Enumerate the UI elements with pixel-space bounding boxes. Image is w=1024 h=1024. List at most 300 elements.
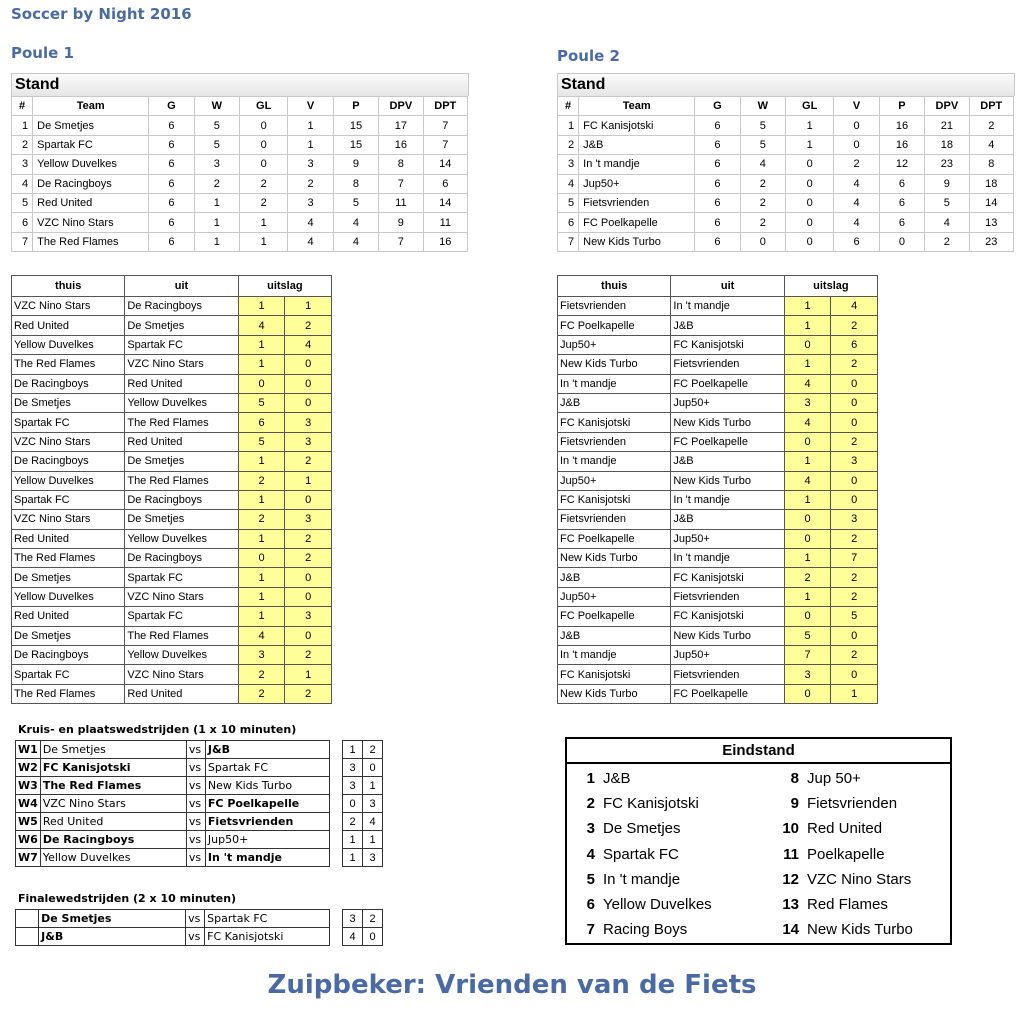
home-score: 0 (784, 510, 831, 529)
table-row (12, 665, 332, 684)
table-row (558, 452, 878, 471)
match-code: W1 (16, 741, 41, 759)
table-row (16, 795, 330, 813)
away-score: 2 (831, 355, 878, 374)
away-team: Red United (125, 374, 238, 393)
table-cell: 7 (12, 232, 33, 251)
home-team: Yellow Duvelkes (40, 849, 186, 867)
home-team: Yellow Duvelkes (12, 587, 125, 606)
ranking-item (577, 791, 712, 816)
table-cell: 16 (879, 135, 924, 154)
table-cell: 4 (834, 213, 879, 232)
table-row (558, 213, 1014, 232)
team-name: The Red Flames (33, 232, 149, 251)
table-cell: 4 (834, 174, 879, 193)
home-team: FC Kanisjotski (558, 665, 671, 684)
away-team: Yellow Duvelkes (125, 646, 238, 665)
away-team: De Smetjes (125, 510, 238, 529)
team-name: Fietsvrienden (579, 193, 695, 212)
column-header: uitslag (238, 276, 331, 297)
kruis-score-table (342, 740, 383, 867)
table-row (12, 116, 468, 135)
away-score: 0 (831, 374, 878, 393)
table-cell: 6 (695, 174, 740, 193)
score-row (343, 831, 383, 849)
away-score: 2 (285, 529, 332, 548)
table-cell: 16 (879, 116, 924, 135)
home-team: Red United (12, 529, 125, 548)
home-team: In 't mandje (558, 374, 671, 393)
away-team: In 't mandje (671, 549, 784, 568)
home-score: 3 (784, 665, 831, 684)
away-score: 0 (285, 393, 332, 412)
table-cell: 5 (558, 193, 579, 212)
table-cell: 4 (834, 193, 879, 212)
ranking-item (773, 892, 913, 917)
table-row (558, 568, 878, 587)
rank-number: 3 (586, 820, 595, 838)
home-team: De Smetjes (12, 626, 125, 645)
score-row (343, 777, 383, 795)
table-row (16, 777, 330, 795)
table-cell: 1 (194, 193, 239, 212)
table-cell: 1 (785, 116, 833, 135)
home-score: 7 (784, 646, 831, 665)
table-row (558, 665, 878, 684)
home-score: 1 (784, 452, 831, 471)
ranking-item (577, 766, 712, 791)
away-team: New Kids Turbo (671, 626, 784, 645)
table-cell: 5 (12, 193, 33, 212)
away-team: FC Poelkapelle (671, 684, 784, 703)
away-team: J&B (205, 741, 329, 759)
table-cell: 23 (969, 232, 1013, 251)
table-cell: 2 (239, 193, 287, 212)
table-row (558, 135, 1014, 154)
column-header: uit (671, 276, 784, 297)
standings-table (11, 96, 468, 252)
table-cell: 2 (288, 174, 333, 193)
team-name: De Smetjes (603, 820, 681, 838)
table-cell: 6 (149, 213, 194, 232)
column-header: Team (33, 97, 149, 116)
column-header: # (12, 97, 33, 116)
table-cell: 5 (194, 116, 239, 135)
table-cell: 6 (149, 193, 194, 212)
table-cell: 15 (333, 116, 378, 135)
eindstand-title: Eindstand (567, 739, 950, 764)
away-team: De Racingboys (125, 490, 238, 509)
ranking-item (577, 892, 712, 917)
away-score: 1 (831, 684, 878, 703)
table-cell: 6 (149, 232, 194, 251)
away-score: 0 (363, 928, 383, 946)
table-cell: 2 (12, 135, 33, 154)
away-team: J&B (671, 452, 784, 471)
home-team: Spartak FC (12, 490, 125, 509)
team-name: Spartak FC (603, 845, 679, 863)
home-score: 6 (238, 413, 285, 432)
table-row (558, 432, 878, 451)
home-score: 2 (238, 510, 285, 529)
home-team: Jup50+ (558, 587, 671, 606)
table-row (12, 335, 332, 354)
table-cell: 3 (12, 155, 33, 174)
table-cell: 4 (333, 213, 378, 232)
column-header: DPV (379, 97, 423, 116)
table-row (16, 759, 330, 777)
column-header: P (879, 97, 924, 116)
home-team: Fietsvrienden (558, 297, 671, 316)
home-score: 1 (238, 490, 285, 509)
home-team: The Red Flames (12, 355, 125, 374)
table-row (12, 510, 332, 529)
away-team: New Kids Turbo (671, 471, 784, 490)
table-row (12, 213, 468, 232)
home-team: De Smetjes (12, 393, 125, 412)
away-score: 0 (831, 626, 878, 645)
away-team: New Kids Turbo (671, 413, 784, 432)
ranking-item (773, 842, 913, 867)
home-team: De Smetjes (40, 741, 186, 759)
home-score: 1 (784, 316, 831, 335)
home-score: 2 (238, 471, 285, 490)
table-cell: 11 (379, 193, 423, 212)
away-score: 3 (363, 795, 383, 813)
away-score: 1 (285, 665, 332, 684)
ranking-item (577, 917, 712, 942)
table-cell: 5 (194, 135, 239, 154)
table-cell: 1 (288, 116, 333, 135)
table-cell: 23 (925, 155, 969, 174)
table-cell: 6 (695, 193, 740, 212)
table-row (12, 529, 332, 548)
away-team: Jup50+ (205, 831, 329, 849)
away-team: J&B (671, 316, 784, 335)
home-score: 0 (784, 684, 831, 703)
table-cell: 0 (785, 193, 833, 212)
table-row (558, 684, 878, 703)
table-cell: 7 (423, 135, 467, 154)
away-score: 0 (831, 490, 878, 509)
table-row (12, 684, 332, 703)
away-score: 3 (285, 413, 332, 432)
score-row (343, 928, 383, 946)
poule-1-standings (11, 73, 469, 252)
table-cell: 0 (785, 232, 833, 251)
match-code: W3 (16, 777, 41, 795)
table-cell: 8 (333, 174, 378, 193)
home-score: 0 (784, 607, 831, 626)
home-score: 0 (784, 432, 831, 451)
finale-matches (15, 909, 330, 946)
team-name: J&B (579, 135, 695, 154)
home-team: De Racingboys (12, 646, 125, 665)
home-team: Fietsvrienden (558, 510, 671, 529)
table-cell: 5 (740, 135, 785, 154)
matches-table (557, 275, 878, 704)
away-team: De Smetjes (125, 452, 238, 471)
table-row (16, 831, 330, 849)
home-team: Yellow Duvelkes (12, 335, 125, 354)
away-team: FC Kanisjotski (671, 568, 784, 587)
table-cell: 0 (834, 135, 879, 154)
away-team: Spartak FC (205, 910, 330, 928)
team-name: Red United (807, 820, 883, 838)
home-score: 5 (238, 432, 285, 451)
home-score: 1 (784, 549, 831, 568)
team-name: Jup50+ (579, 174, 695, 193)
home-score: 0 (238, 374, 285, 393)
home-score: 1 (238, 529, 285, 548)
home-score: 3 (784, 393, 831, 412)
home-score: 1 (784, 355, 831, 374)
ranking-item (773, 917, 913, 942)
away-score: 2 (831, 432, 878, 451)
table-cell: 2 (558, 135, 579, 154)
away-score: 0 (285, 355, 332, 374)
table-row (12, 316, 332, 335)
home-team: De Racingboys (40, 831, 186, 849)
score-row (343, 849, 383, 867)
team-name: Fietsvrienden (807, 795, 898, 813)
team-name: Yellow Duvelkes (33, 155, 149, 174)
table-cell: 8 (969, 155, 1013, 174)
table-cell: 3 (194, 155, 239, 174)
away-team: De Racingboys (125, 549, 238, 568)
home-team: Red United (12, 316, 125, 335)
away-team: In 't mandje (671, 490, 784, 509)
table-row (12, 355, 332, 374)
vs-label: vs (186, 849, 205, 867)
table-cell: 3 (558, 155, 579, 174)
away-team: J&B (671, 510, 784, 529)
away-score: 5 (831, 607, 878, 626)
away-score: 0 (831, 413, 878, 432)
match-code: W6 (16, 831, 41, 849)
table-row (12, 155, 468, 174)
home-team: VZC Nino Stars (12, 432, 125, 451)
table-cell: 2 (740, 213, 785, 232)
home-score: 2 (238, 684, 285, 703)
table-row (558, 646, 878, 665)
away-score: 2 (831, 568, 878, 587)
home-team: De Smetjes (12, 568, 125, 587)
rank-number: 12 (782, 870, 799, 888)
finale-table (15, 909, 330, 946)
table-cell: 1 (558, 116, 579, 135)
team-name: FC Kanisjotski (579, 116, 695, 135)
rank-number: 10 (782, 820, 799, 838)
stand-title: Stand (11, 73, 469, 96)
vs-label: vs (186, 741, 205, 759)
column-header: DPT (423, 97, 467, 116)
away-team: De Smetjes (125, 316, 238, 335)
table-row (558, 193, 1014, 212)
table-cell: 9 (925, 174, 969, 193)
column-header: thuis (558, 276, 671, 297)
away-team: FC Kanisjotski (671, 335, 784, 354)
away-score: 3 (285, 510, 332, 529)
team-name: Red United (33, 193, 149, 212)
table-row (12, 568, 332, 587)
home-score: 2 (343, 813, 363, 831)
table-row (558, 626, 878, 645)
table-cell: 2 (194, 174, 239, 193)
table-cell: 4 (925, 213, 969, 232)
table-cell: 6 (695, 135, 740, 154)
poule-1-title: Poule 1 (11, 44, 74, 62)
home-score: 1 (238, 335, 285, 354)
away-team: Red United (125, 432, 238, 451)
table-cell: 6 (695, 155, 740, 174)
home-team: In 't mandje (558, 452, 671, 471)
table-row (16, 910, 330, 928)
table-cell: 0 (740, 232, 785, 251)
column-header: V (288, 97, 333, 116)
home-team: De Smetjes (39, 910, 186, 928)
table-row (558, 374, 878, 393)
away-score: 2 (285, 684, 332, 703)
home-score: 4 (238, 626, 285, 645)
away-score: 0 (285, 374, 332, 393)
away-team: In 't mandje (205, 849, 329, 867)
ranking-item (773, 791, 913, 816)
table-row (12, 490, 332, 509)
score-row (343, 813, 383, 831)
column-header: # (558, 97, 579, 116)
table-row (558, 587, 878, 606)
table-cell: 0 (239, 116, 287, 135)
home-team: The Red Flames (12, 549, 125, 568)
away-score: 3 (831, 510, 878, 529)
home-team: J&B (39, 928, 186, 946)
home-score: 0 (343, 795, 363, 813)
home-team: The Red Flames (40, 777, 186, 795)
table-cell: 4 (740, 155, 785, 174)
table-cell: 3 (288, 155, 333, 174)
away-score: 3 (363, 849, 383, 867)
table-cell: 6 (879, 213, 924, 232)
vs-label: vs (186, 795, 205, 813)
table-row (12, 393, 332, 412)
table-cell: 1 (194, 232, 239, 251)
team-name: FC Kanisjotski (603, 795, 699, 813)
home-team: VZC Nino Stars (12, 297, 125, 316)
table-row (12, 374, 332, 393)
column-header: W (740, 97, 785, 116)
team-name: Poelkapelle (807, 845, 885, 863)
home-team: FC Poelkapelle (558, 529, 671, 548)
table-cell: 7 (423, 116, 467, 135)
poule-2-matches (557, 275, 878, 704)
home-team: The Red Flames (12, 684, 125, 703)
home-score: 0 (784, 335, 831, 354)
table-cell: 1 (12, 116, 33, 135)
home-score: 1 (343, 831, 363, 849)
table-cell: 8 (379, 155, 423, 174)
team-name: FC Poelkapelle (579, 213, 695, 232)
vs-label: vs (186, 813, 205, 831)
home-team: Yellow Duvelkes (12, 471, 125, 490)
table-cell: 6 (149, 174, 194, 193)
home-score: 5 (238, 393, 285, 412)
away-score: 2 (363, 910, 383, 928)
table-cell: 0 (785, 174, 833, 193)
away-team: Fietsvrienden (671, 665, 784, 684)
table-cell: 14 (423, 193, 467, 212)
table-row (16, 741, 330, 759)
home-score: 3 (343, 759, 363, 777)
table-cell: 0 (879, 232, 924, 251)
away-score: 3 (831, 452, 878, 471)
home-team: FC Kanisjotski (558, 413, 671, 432)
home-team: J&B (558, 626, 671, 645)
home-score: 3 (343, 910, 363, 928)
away-score: 0 (285, 490, 332, 509)
table-cell: 6 (695, 116, 740, 135)
home-team: FC Kanisjotski (558, 490, 671, 509)
team-name: De Racingboys (33, 174, 149, 193)
away-team: Spartak FC (125, 607, 238, 626)
away-score: 2 (831, 316, 878, 335)
away-team: FC Poelkapelle (671, 374, 784, 393)
away-score: 2 (285, 646, 332, 665)
table-cell: 1 (288, 135, 333, 154)
table-row (12, 471, 332, 490)
home-score: 3 (238, 646, 285, 665)
away-team: Jup50+ (671, 393, 784, 412)
home-team: Jup50+ (558, 471, 671, 490)
rank-number: 14 (782, 921, 799, 939)
score-row (343, 795, 383, 813)
away-score: 3 (285, 432, 332, 451)
rank-number: 5 (586, 870, 595, 888)
away-team: Spartak FC (125, 568, 238, 587)
table-cell: 18 (969, 174, 1013, 193)
home-team: Red United (40, 813, 186, 831)
away-score: 7 (831, 549, 878, 568)
home-score: 1 (784, 490, 831, 509)
away-team: Fietsvrienden (671, 355, 784, 374)
table-row (558, 607, 878, 626)
table-cell: 2 (239, 174, 287, 193)
home-team: New Kids Turbo (558, 355, 671, 374)
table-cell: 7 (379, 232, 423, 251)
column-header: DPT (969, 97, 1013, 116)
table-cell: 6 (695, 213, 740, 232)
away-team: The Red Flames (125, 626, 238, 645)
kruis-matches (15, 740, 330, 867)
column-header: uitslag (784, 276, 877, 297)
away-score: 0 (285, 626, 332, 645)
away-score: 4 (831, 297, 878, 316)
table-row (12, 413, 332, 432)
table-cell: 2 (740, 193, 785, 212)
table-cell: 14 (423, 155, 467, 174)
table-cell: 2 (834, 155, 879, 174)
eindstand-box (565, 737, 952, 945)
table-row (558, 232, 1014, 251)
home-team: Red United (12, 607, 125, 626)
away-score: 3 (285, 607, 332, 626)
away-score: 2 (831, 587, 878, 606)
away-score: 4 (285, 335, 332, 354)
table-cell: 12 (879, 155, 924, 174)
table-cell: 6 (879, 174, 924, 193)
away-score: 0 (831, 471, 878, 490)
table-cell: 7 (379, 174, 423, 193)
